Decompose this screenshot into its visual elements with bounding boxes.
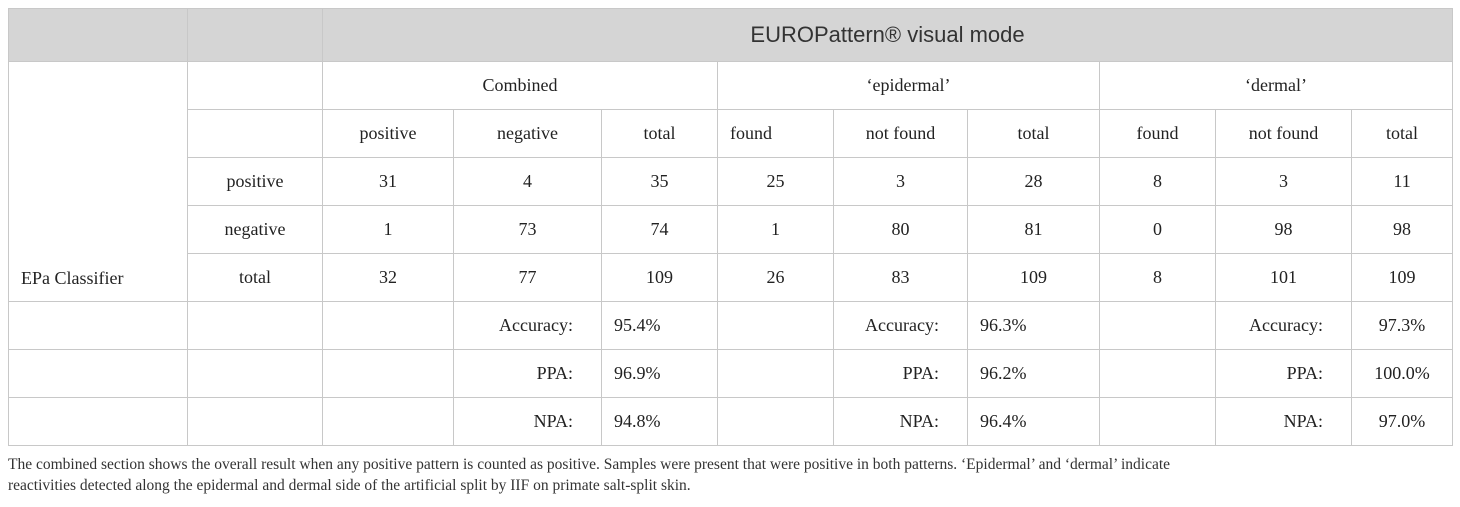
table-cell: 25 <box>718 158 834 206</box>
metric-value: 96.4% <box>968 398 1100 446</box>
subheader-cell: negative <box>454 110 602 158</box>
table-cell: 1 <box>718 206 834 254</box>
subheader-cell: positive <box>323 110 454 158</box>
metric-row-accuracy <box>9 302 1453 350</box>
empty-header-cell <box>9 9 188 62</box>
metric-value: 97.0% <box>1352 398 1453 446</box>
metric-label: PPA: <box>1216 350 1352 398</box>
table-cell: 98 <box>1216 206 1352 254</box>
subheader-cell: not found <box>1216 110 1352 158</box>
subheader-cell: total <box>968 110 1100 158</box>
empty-header-cell <box>188 9 323 62</box>
subheader-cell: found <box>1100 110 1216 158</box>
metric-label: PPA: <box>454 350 602 398</box>
table-row <box>9 158 1453 206</box>
table-cell: 11 <box>1352 158 1453 206</box>
table-cell: 28 <box>968 158 1100 206</box>
empty-cell <box>323 302 454 350</box>
group-header-epidermal: ‘epidermal’ <box>718 62 1100 110</box>
metric-label: Accuracy: <box>454 302 602 350</box>
subheader-cell: not found <box>834 110 968 158</box>
empty-cell <box>9 398 188 446</box>
empty-cell <box>188 62 323 110</box>
metric-row-ppa <box>9 350 1453 398</box>
metric-value: 94.8% <box>602 398 718 446</box>
row-label: total <box>188 254 323 302</box>
empty-cell <box>718 350 834 398</box>
empty-cell <box>1100 302 1216 350</box>
table-cell: 77 <box>454 254 602 302</box>
results-table <box>8 8 1453 446</box>
empty-cell <box>188 302 323 350</box>
footnote-line: reactivities detected along the epidermal and dermal side of the artificial split by IIF on primate salt-split skin. <box>8 477 691 494</box>
metric-label: NPA: <box>1216 398 1352 446</box>
table-cell: 3 <box>1216 158 1352 206</box>
table-cell: 26 <box>718 254 834 302</box>
row-label: positive <box>188 158 323 206</box>
table-cell: 109 <box>968 254 1100 302</box>
row-label: negative <box>188 206 323 254</box>
metric-row-npa <box>9 398 1453 446</box>
table-cell: 1 <box>323 206 454 254</box>
table-cell: 109 <box>602 254 718 302</box>
empty-cell <box>188 350 323 398</box>
table-cell: 31 <box>323 158 454 206</box>
metric-value: 96.9% <box>602 350 718 398</box>
empty-cell <box>9 302 188 350</box>
metric-value: 96.3% <box>968 302 1100 350</box>
table-row <box>9 254 1453 302</box>
subheader-cell: found <box>718 110 834 158</box>
table-cell: 3 <box>834 158 968 206</box>
metric-label: Accuracy: <box>1216 302 1352 350</box>
results-table-container <box>8 8 1452 446</box>
empty-cell <box>718 302 834 350</box>
subheader-cell: total <box>1352 110 1453 158</box>
table-footnote <box>8 454 1452 496</box>
table-cell: 32 <box>323 254 454 302</box>
metric-label: NPA: <box>454 398 602 446</box>
table-cell: 81 <box>968 206 1100 254</box>
empty-cell <box>188 110 323 158</box>
empty-cell <box>718 398 834 446</box>
table-cell: 83 <box>834 254 968 302</box>
empty-cell <box>188 398 323 446</box>
table-cell: 80 <box>834 206 968 254</box>
table-cell: 4 <box>454 158 602 206</box>
table-row <box>9 206 1453 254</box>
table-cell: 35 <box>602 158 718 206</box>
table-cell: 8 <box>1100 158 1216 206</box>
header-row <box>9 9 1453 62</box>
table-cell: 73 <box>454 206 602 254</box>
table-cell: 101 <box>1216 254 1352 302</box>
empty-cell <box>323 398 454 446</box>
table-cell: 98 <box>1352 206 1453 254</box>
table-cell: 109 <box>1352 254 1453 302</box>
table-cell: 74 <box>602 206 718 254</box>
empty-cell <box>323 350 454 398</box>
metric-value: 95.4% <box>602 302 718 350</box>
table-cell: 0 <box>1100 206 1216 254</box>
group-header-row <box>9 62 1453 110</box>
subheader-row <box>9 110 1453 158</box>
empty-cell <box>9 350 188 398</box>
metric-label: PPA: <box>834 350 968 398</box>
row-group-label: EPa Classifier <box>9 62 188 302</box>
metric-value: 97.3% <box>1352 302 1453 350</box>
group-header-dermal: ‘dermal’ <box>1100 62 1453 110</box>
empty-cell <box>1100 398 1216 446</box>
metric-value: 100.0% <box>1352 350 1453 398</box>
metric-label: Accuracy: <box>834 302 968 350</box>
metric-label: NPA: <box>834 398 968 446</box>
subheader-cell: total <box>602 110 718 158</box>
table-cell: 8 <box>1100 254 1216 302</box>
super-header: EUROPattern® visual mode <box>323 9 1453 62</box>
metric-value: 96.2% <box>968 350 1100 398</box>
empty-cell <box>1100 350 1216 398</box>
group-header-combined: Combined <box>323 62 718 110</box>
footnote-line: The combined section shows the overall result when any positive pattern is counted as positive. Samples were present that were positive in both patterns. ‘Epidermal’ and ‘dermal’ indicate <box>8 456 1171 473</box>
